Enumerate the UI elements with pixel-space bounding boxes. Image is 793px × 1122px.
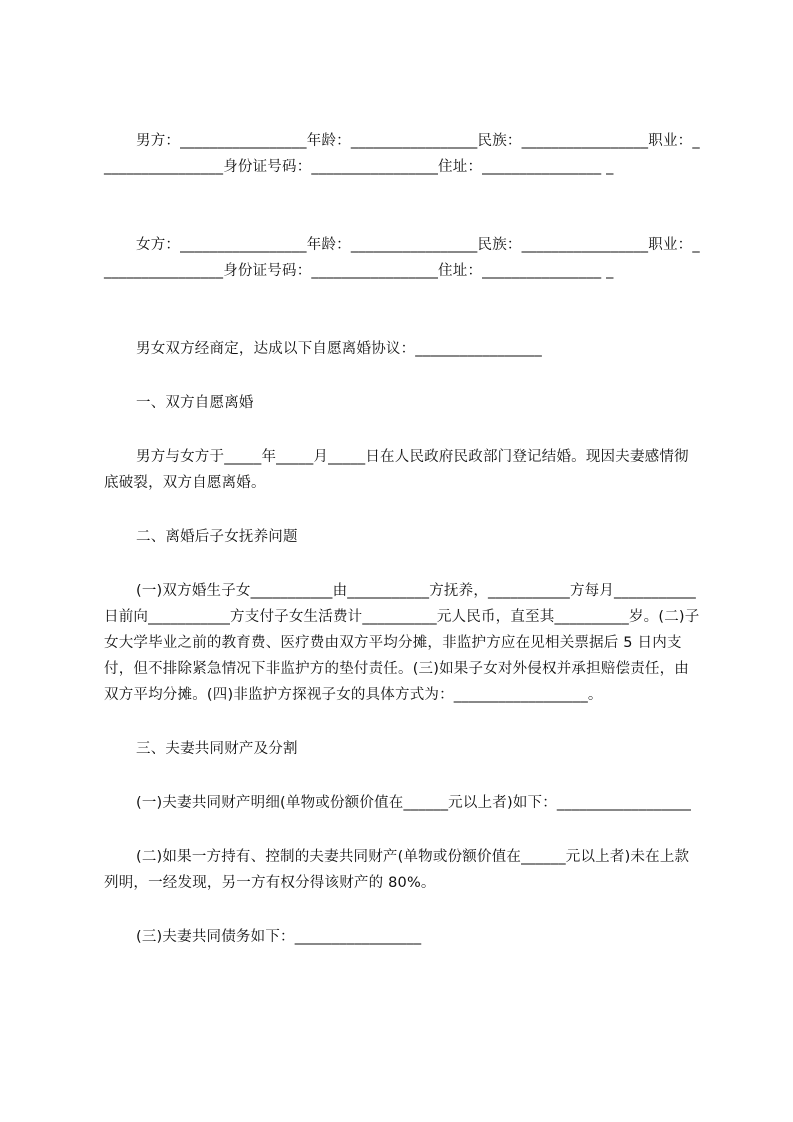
section-1-title: 一、双方自愿离婚: [136, 395, 254, 411]
agreement-intro: 男女双方经商定，达成以下自愿离婚协议：_________________: [136, 341, 542, 357]
section-3-item-1: (一)夫妻共同财产明细(单物或份额价值在______元以上者)如下：__________________: [136, 795, 692, 811]
section-3-item-2: (二)如果一方持有、控制的夫妻共同财产(单物或份额价值在______元以上者)未在上款列明，一经发现，另一方有权分得该财产的 80%。: [104, 849, 690, 891]
female-party-info: 女方：_________________年龄：_________________民族：_________________职业：_________________身份证号码：_________________住址：________________ _: [104, 237, 700, 279]
section-2-body: (一)双方婚生子女___________由___________方抚养，___________方每月___________日前向___________方支付子女生活费计__________元人民币，直至其__________岁。(二)子女大学毕业之前的教育费、医疗费由双方平均分摊，非监护方应在见相关票据后 5 日内支付，但不排除紧急情况下非监护方的垫付责任。(三)如果子女对外侵权并承担赔偿责任，由双方平均分摊。(四)非监护方探视子女的具体方式为：__________________。: [104, 583, 700, 703]
section-3-title: 三、夫妻共同财产及分割: [136, 741, 298, 757]
section-2-title: 二、离婚后子女抚养问题: [136, 529, 298, 545]
section-1-body: 男方与女方于_____年_____月_____日在人民政府民政部门登记结婚。现因夫妻感情彻底破裂，双方自愿离婚。: [104, 449, 689, 491]
male-party-info: 男方：_________________年龄：_________________民族：_________________职业：_________________身份证号码：_________________住址：________________ _: [104, 133, 700, 175]
section-3-item-3: (三)夫妻共同债务如下：_________________: [136, 929, 422, 945]
